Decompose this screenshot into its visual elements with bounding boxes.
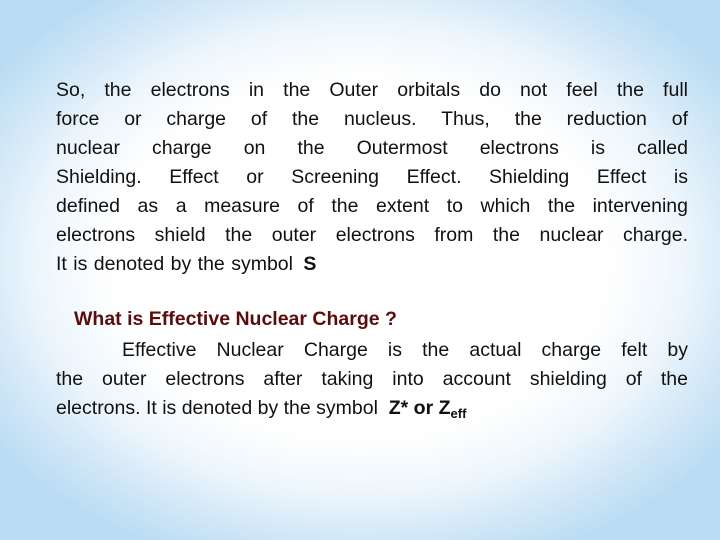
paragraph-line-last <box>56 250 688 279</box>
paragraph-text: It is denoted by the symbol <box>56 253 293 275</box>
shielding-paragraph <box>56 76 688 279</box>
paragraph-line: electrons shield the outer electrons from the nuclear charge. <box>56 224 688 246</box>
shielding-symbol: S <box>303 253 317 275</box>
paragraph-line: Shielding. Effect or Screening Effect. Shielding Effect is <box>56 166 688 188</box>
paragraph-line: the outer electrons after taking into account shielding of the <box>56 368 688 390</box>
paragraph-line: So, the electrons in the Outer orbitals do not feel the full <box>56 79 688 101</box>
effective-charge-paragraph <box>56 336 688 428</box>
section-heading: What is Effective Nuclear Charge ? <box>74 308 397 330</box>
paragraph-line: nuclear charge on the Outermost electrons is called <box>56 137 688 159</box>
paragraph-text: electrons. It is denoted by the symbol <box>56 397 378 419</box>
effective-charge-symbol: Z* or Z <box>388 397 451 419</box>
paragraph-line: defined as a measure of the extent to which the intervening <box>56 195 688 217</box>
paragraph-line: force or charge of the nucleus. Thus, the reduction of <box>56 108 688 130</box>
effective-charge-subscript: eff <box>450 406 467 421</box>
paragraph-line: Effective Nuclear Charge is the actual charge felt by <box>122 339 688 361</box>
paragraph-line-last <box>56 394 688 428</box>
